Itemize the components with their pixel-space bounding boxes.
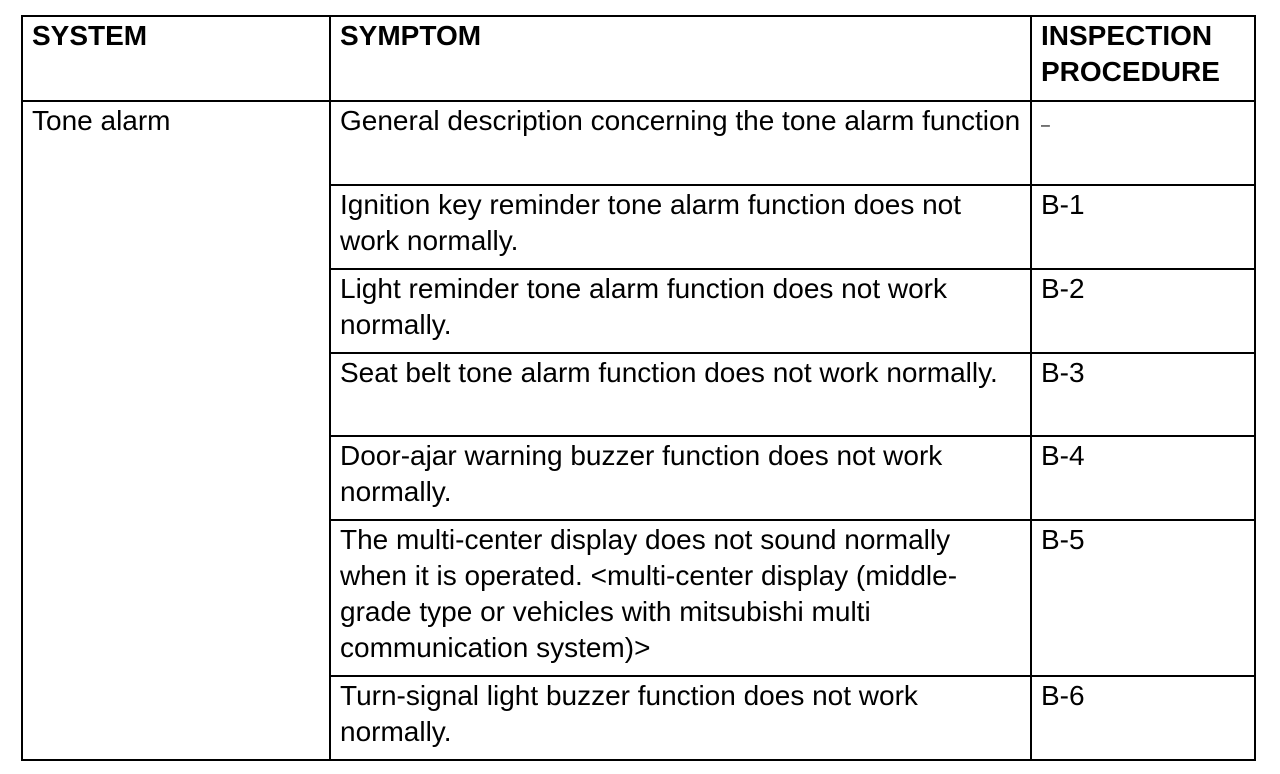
procedure-dash: –	[1041, 117, 1050, 134]
table-header	[22, 16, 1255, 101]
procedure-cell: B-3	[1031, 353, 1255, 436]
procedure-cell: B-6	[1031, 676, 1255, 760]
symptom-cell: Light reminder tone alarm function does not work normally.	[330, 269, 1031, 353]
procedure-cell	[1031, 101, 1255, 185]
system-cell: Tone alarm	[22, 101, 330, 760]
header-inspection-procedure: INSPECTION PROCEDURE	[1031, 16, 1255, 101]
procedure-cell: B-5	[1031, 520, 1255, 676]
procedure-cell: B-2	[1031, 269, 1255, 353]
symptom-cell: Seat belt tone alarm function does not work normally.	[330, 353, 1031, 436]
header-row	[22, 16, 1255, 101]
symptom-chart-table	[21, 15, 1256, 761]
symptom-cell: Turn-signal light buzzer function does not work normally.	[330, 676, 1031, 760]
symptom-cell: The multi-center display does not sound normally when it is operated. <multi-center display (middle-grade type or vehicles with mitsubishi multi communication system)>	[330, 520, 1031, 676]
procedure-cell: B-1	[1031, 185, 1255, 269]
header-symptom: SYMPTOM	[330, 16, 1031, 101]
header-system: SYSTEM	[22, 16, 330, 101]
symptom-cell: General description concerning the tone alarm function	[330, 101, 1031, 185]
symptom-cell: Door-ajar warning buzzer function does not work normally.	[330, 436, 1031, 520]
table-row	[22, 101, 1255, 185]
table-body	[22, 101, 1255, 760]
procedure-cell: B-4	[1031, 436, 1255, 520]
symptom-cell: Ignition key reminder tone alarm function does not work normally.	[330, 185, 1031, 269]
